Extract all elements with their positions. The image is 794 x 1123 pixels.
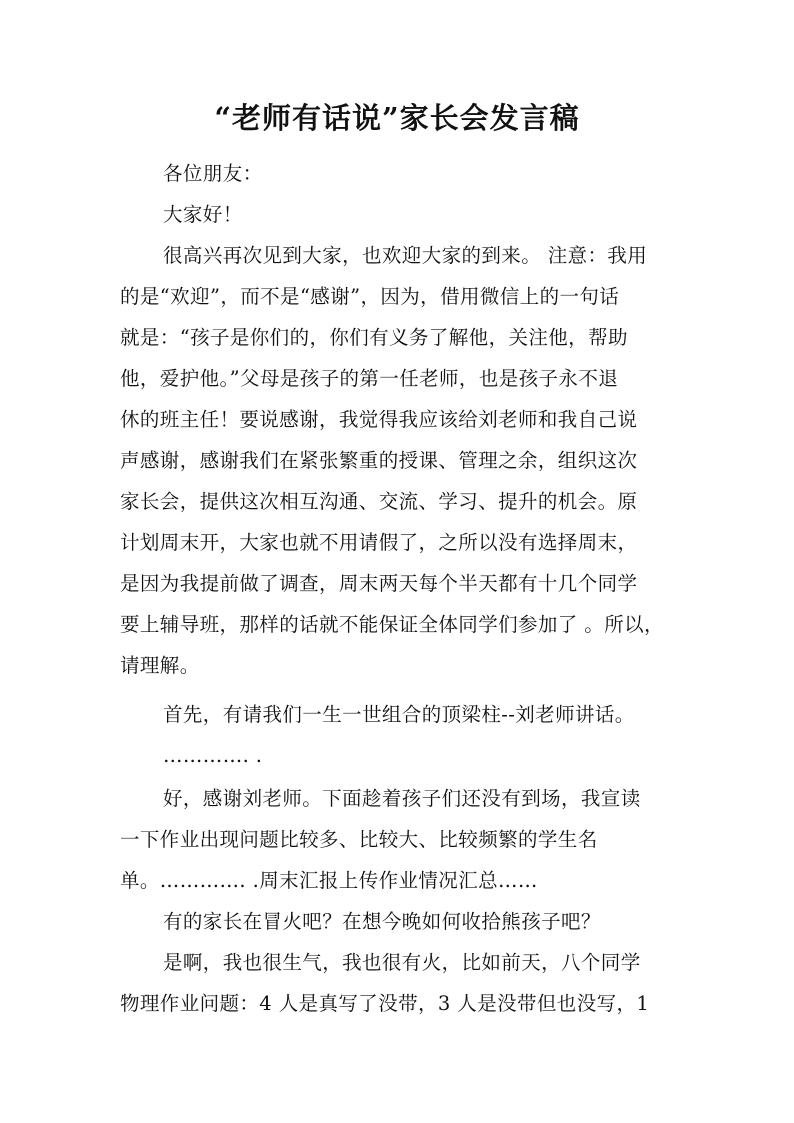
paragraph-line: 的是“欢迎”，而不是“感谢”，因为，借用微信上的一句话	[120, 285, 620, 308]
salutation-line: 各位朋友：	[163, 162, 263, 185]
paragraph-line: 就是：“孩子是你们的，你们有义务了解他，关注他，帮助	[120, 326, 628, 349]
paragraph-line: 一下作业出现问题比较多、比较大、比较频繁的学生名	[120, 828, 598, 851]
paragraph-line: 单。…………. .周末汇报上传作业情况汇总……	[120, 869, 538, 892]
paragraph-line: 请理解。	[120, 654, 200, 677]
document-title: “老师有话说”家长会发言稿	[214, 101, 580, 135]
greeting-line: 大家好！	[163, 203, 243, 226]
ellipsis-line: …………. .	[163, 744, 263, 767]
paragraph-line: 很高兴再次见到大家，也欢迎大家的到来。 注意：我用	[163, 244, 648, 267]
paragraph-line: 物理作业问题：4 人是真写了没带，3 人是没带但也没写，1	[120, 992, 650, 1015]
paragraph-line: 他，爱护他。”父母是孩子的第一任老师，也是孩子永不退	[120, 367, 619, 390]
paragraph-line: 计划周末开，大家也就不用请假了，之所以没有选择周末，	[120, 531, 638, 554]
paragraph-line: 休的班主任！要说感谢，我觉得我应该给刘老师和我自己说	[120, 408, 638, 431]
paragraph-line: 声感谢，感谢我们在紧张繁重的授课、管理之余，组织这次	[120, 449, 638, 472]
paragraph-line: 是因为我提前做了调查，周末两天每个半天都有十几个同学	[120, 572, 638, 595]
paragraph-line: 有的家长在冒火吧？在想今晚如何收拾熊孩子吧？	[163, 910, 601, 933]
paragraph-line: 家长会，提供这次相互沟通、交流、学习、提升的机会。原	[120, 490, 638, 513]
paragraph-line: 首先，有请我们一生一世组合的顶梁柱--刘老师讲话。	[163, 703, 635, 726]
paragraph-line: 好，感谢刘老师。下面趁着孩子们还没有到场，我宣读	[163, 787, 641, 810]
paragraph-line: 要上辅导班，那样的话就不能保证全体同学们参加了 。所以，	[120, 613, 664, 636]
paragraph-line: 是啊，我也很生气，我也很有火，比如前天，八个同学	[163, 951, 641, 974]
